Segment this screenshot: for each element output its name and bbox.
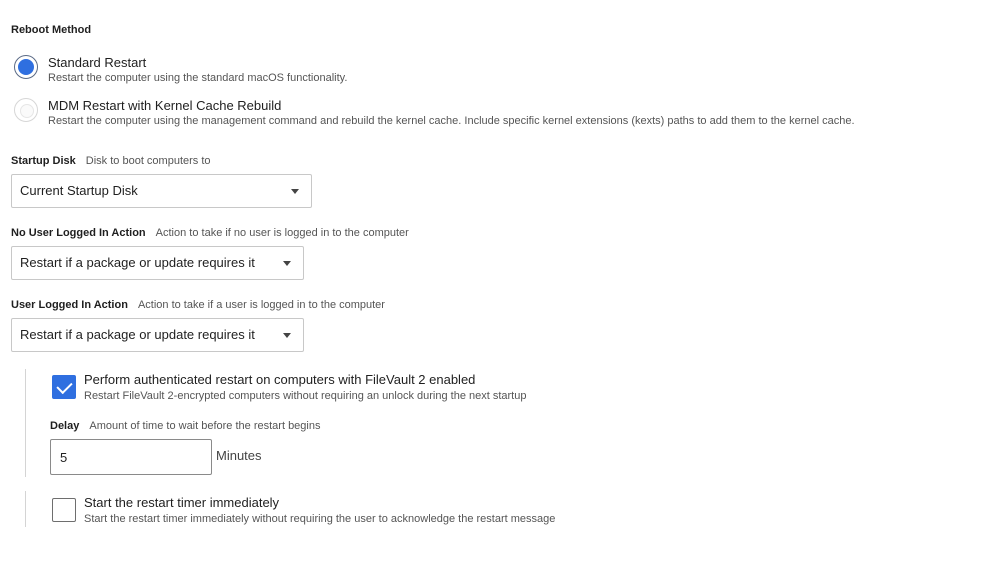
chevron-down-icon xyxy=(291,189,299,194)
startup-disk-desc: Disk to boot computers to xyxy=(85,155,211,167)
no-user-action-title: No User Logged In Action xyxy=(11,227,146,239)
standard-restart-desc: Restart the computer using the standard macOS functionality. xyxy=(48,72,348,84)
filevault-desc: Restart FileVault 2-encrypted computers without requiring an unlock during the next startup xyxy=(84,390,527,402)
delay-unit: Minutes xyxy=(216,448,262,463)
restart-timer-title: Start the restart timer immediately xyxy=(84,495,280,510)
startup-disk-value: Current Startup Disk xyxy=(20,183,138,198)
mdm-restart-title: MDM Restart with Kernel Cache Rebuild xyxy=(48,98,282,113)
standard-restart-title: Standard Restart xyxy=(48,55,147,70)
no-user-action-desc: Action to take if no user is logged in to the computer xyxy=(155,227,409,239)
reboot-method-label: Reboot Method xyxy=(11,24,92,36)
standard-restart-radio[interactable] xyxy=(14,55,38,79)
user-action-title: User Logged In Action xyxy=(11,299,128,311)
filevault-checkbox[interactable] xyxy=(52,375,76,399)
delay-title: Delay xyxy=(50,420,80,432)
indent-divider xyxy=(25,369,26,477)
user-action-value: Restart if a package or update requires it xyxy=(20,327,255,342)
no-user-action-value: Restart if a package or update requires it xyxy=(20,255,255,270)
delay-label xyxy=(50,420,320,432)
indent-divider xyxy=(25,491,26,527)
startup-disk-select[interactable] xyxy=(11,174,312,208)
restart-timer-checkbox[interactable] xyxy=(52,498,76,522)
restart-timer-desc: Start the restart timer immediately without requiring the user to acknowledge the restart message xyxy=(84,513,556,525)
no-user-action-select[interactable] xyxy=(11,246,304,280)
user-action-select[interactable] xyxy=(11,318,304,352)
mdm-restart-radio[interactable] xyxy=(14,98,38,122)
delay-desc: Amount of time to wait before the restart begins xyxy=(89,420,321,432)
user-action-desc: Action to take if a user is logged in to the computer xyxy=(137,299,385,311)
user-action-label xyxy=(11,299,385,311)
chevron-down-icon xyxy=(283,261,291,266)
delay-input[interactable] xyxy=(50,439,212,475)
mdm-restart-desc: Restart the computer using the management command and rebuild the kernel cache. Include specific kernel extensions (kexts) paths to add them to the kernel cache. xyxy=(48,115,855,127)
startup-disk-title: Startup Disk xyxy=(11,155,76,167)
filevault-title: Perform authenticated restart on computers with FileVault 2 enabled xyxy=(84,372,476,387)
chevron-down-icon xyxy=(283,333,291,338)
startup-disk-label xyxy=(11,155,211,167)
no-user-action-label xyxy=(11,227,409,239)
